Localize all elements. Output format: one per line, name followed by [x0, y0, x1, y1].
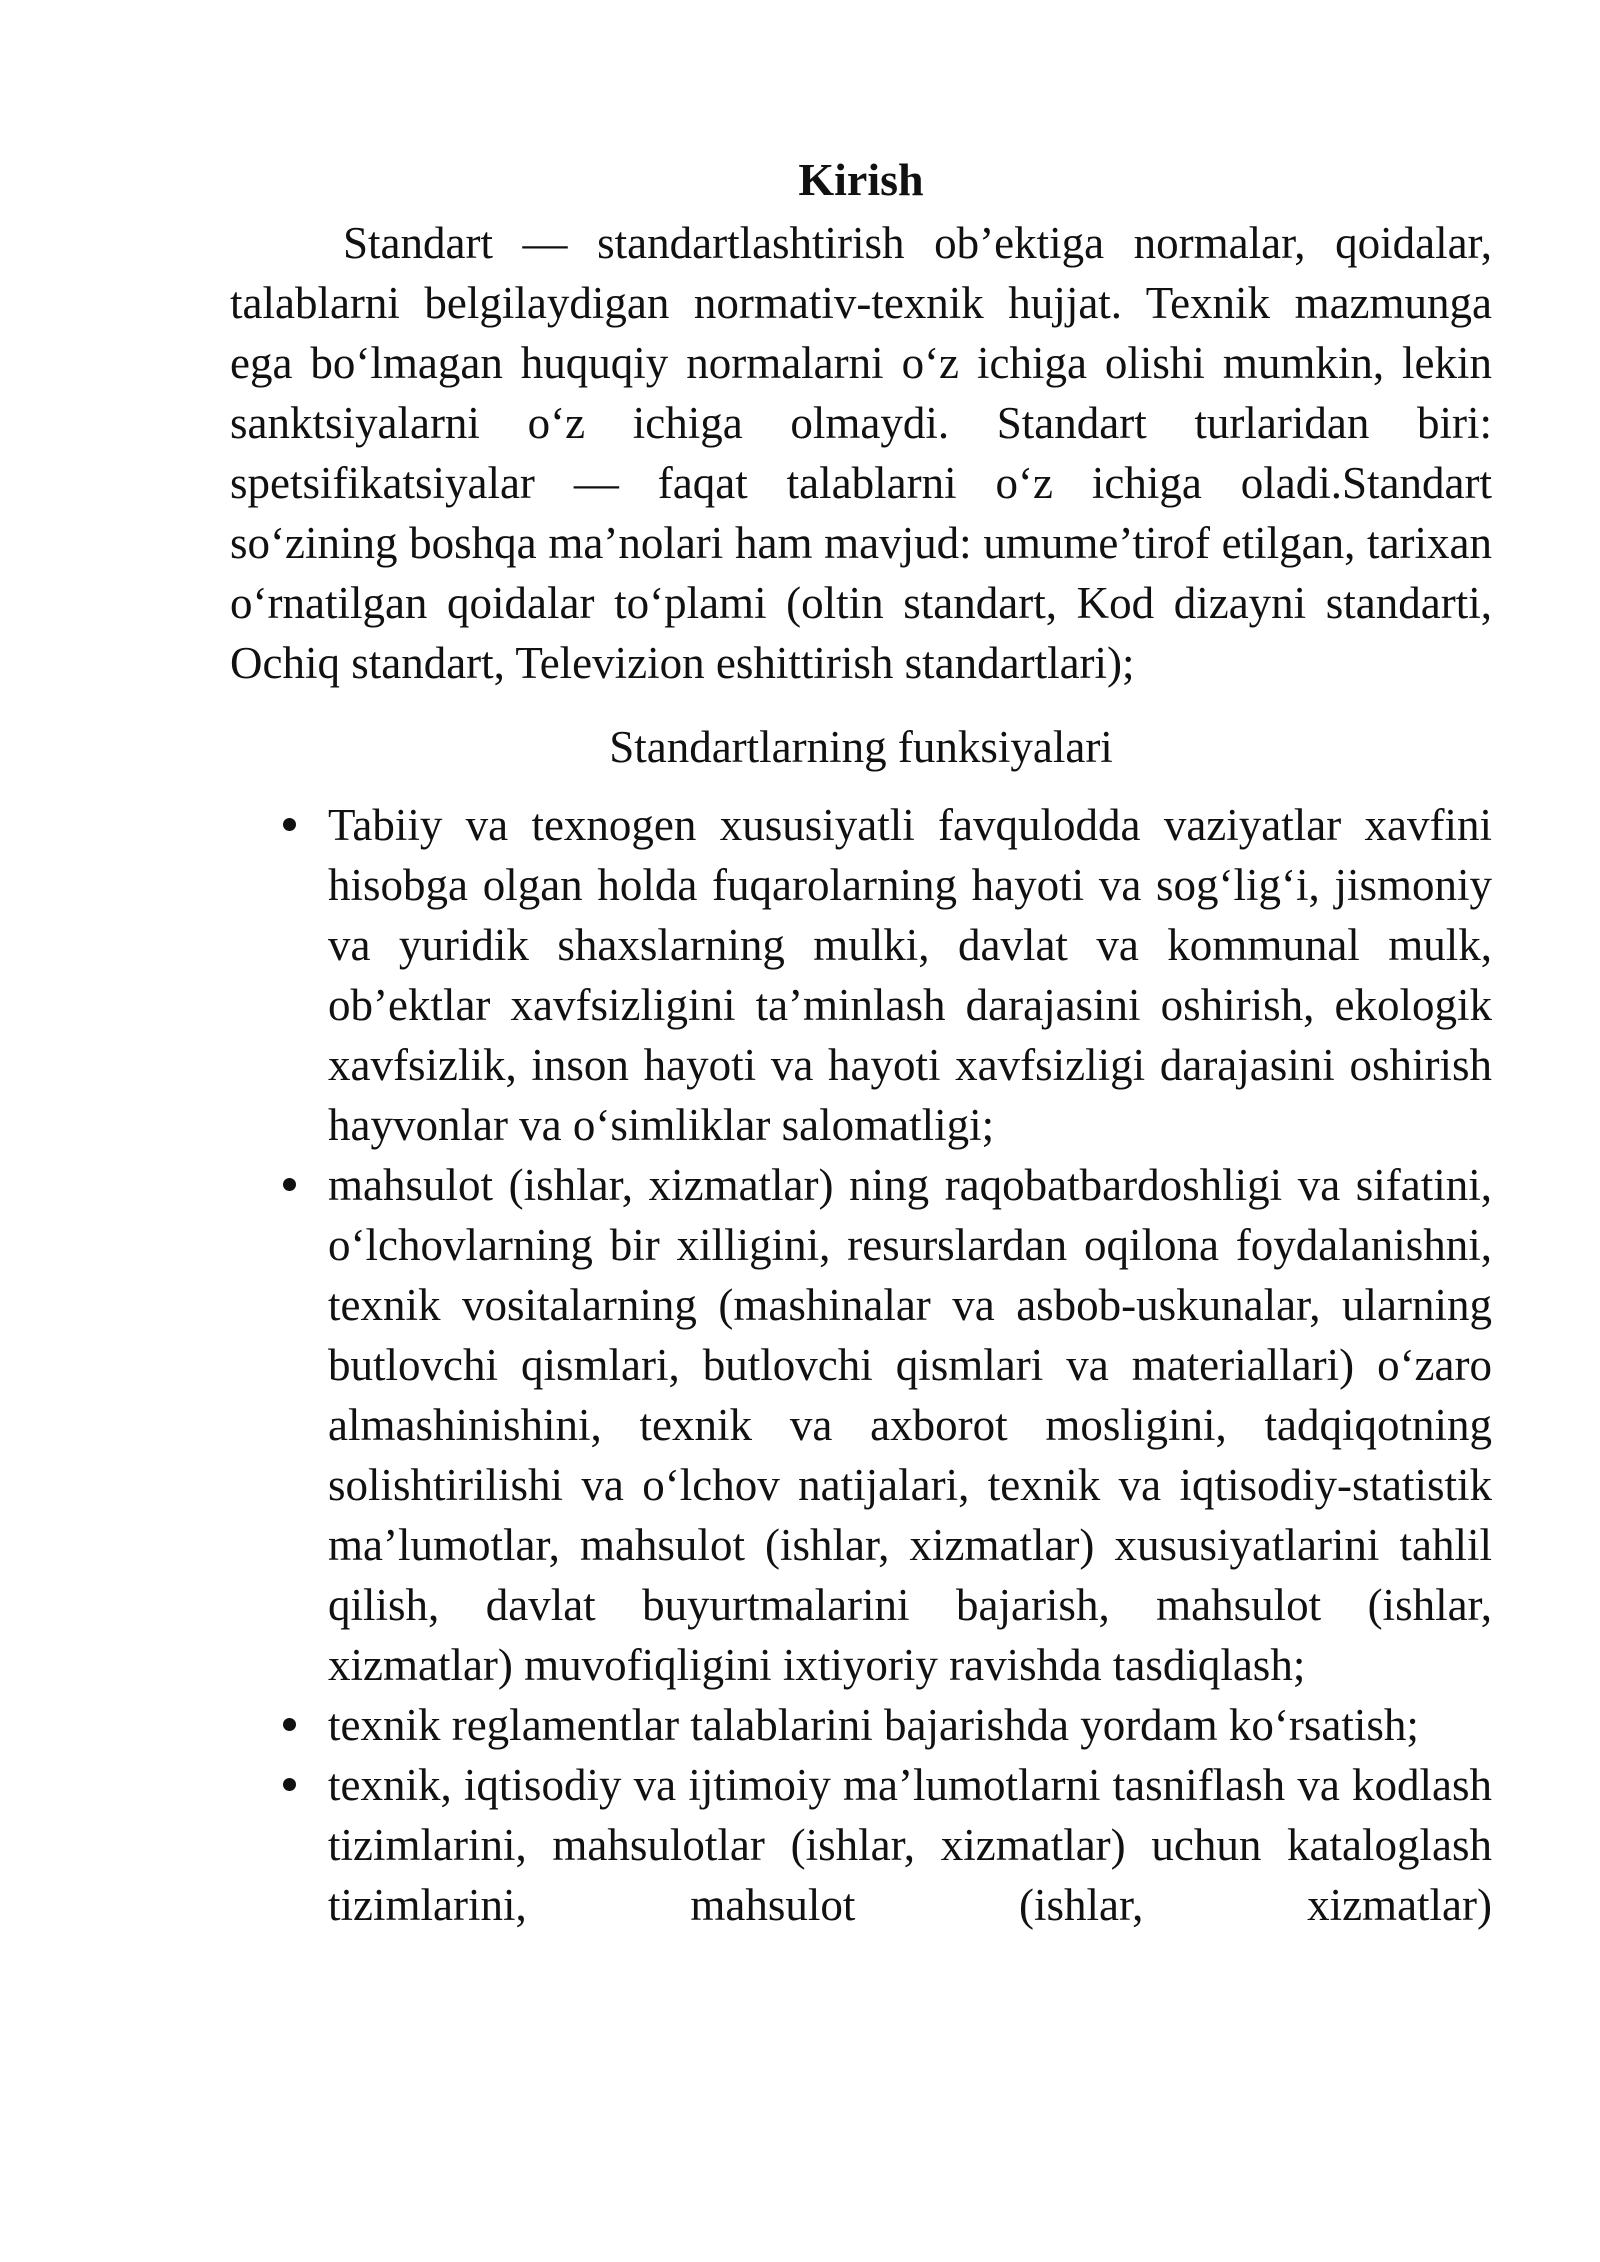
- bullet-dot-icon: [283, 1178, 296, 1191]
- bullet-dot-icon: [283, 1718, 296, 1731]
- list-item: [230, 1755, 1492, 1935]
- list-item-text: texnik reglamentlar talablarini bajarishda yordam ko‘rsatish;: [328, 1700, 1419, 1750]
- bullet-dot-icon: [283, 1778, 296, 1791]
- intro-paragraph: Standart — standartlashtirish ob’ektiga normalar, qoidalar, talablarni belgilaydigan normativ-texnik hujjat. Texnik mazmunga ega bo‘lmagan huquqiy normalarni o‘z ichiga olishi mumkin, lekin sanktsiyalarni o‘z ichiga olmaydi. Standart turlaridan biri: spetsifikatsiyalar — faqat talablarni o‘z ichiga oladi.Standart so‘zining boshqa ma’nolari ham mavjud: umume’tirof etilgan, tarixan o‘rnatilgan qoidalar to‘plami (oltin standart, Kod dizayni standarti, Ochiq standart, Televizion eshittirish standartlari);: [230, 218, 1492, 688]
- list-item-text: Tabiiy va texnogen xususiyatli favqulodda vaziyatlar xavfini hisobga olgan holda fuqarolarning hayoti va sog‘lig‘i, jismoniy va yuridik shaxslarning mulki, davlat va kommunal mulk, ob’ektlar xavfsizligini ta’minlash darajasini oshirish, ekologik xavfsizlik, inson hayoti va hayoti xavfsizligi darajasini oshirish hayvonlar va o‘simliklar salomatligi;: [328, 800, 1492, 1150]
- page-title: Kirish: [798, 154, 924, 205]
- document-page: [230, 150, 1492, 1935]
- list-item: [230, 795, 1492, 1155]
- list-item: [230, 1155, 1492, 1695]
- bullet-dot-icon: [283, 818, 296, 831]
- list-item-text: mahsulot (ishlar, xizmatlar) ning raqobatbardoshligi va sifatini, o‘lchovlarning bir xilligini, resurslardan oqilona foydalanishni, texnik vositalarning (mashinalar va asbob-uskunalar, ularning butlovchi qismlari, butlovchi qismlari va materiallari) o‘zaro almashinishini, texnik va axborot mosligini, tadqiqotning solishtirilishi va o‘lchov natijalari, texnik va iqtisodiy-statistik ma’lumotlar, mahsulot (ishlar, xizmatlar) xususiyatlarini tahlil qilish, davlat buyurtmalarini bajarish, mahsulot (ishlar, xizmatlar) muvofiqligini ixtiyoriy ravishda tasdiqlash;: [328, 1160, 1492, 1690]
- bullet-list: [230, 795, 1492, 1935]
- section-heading: Standartlarning funksiyalari: [609, 722, 1113, 772]
- list-item-text: texnik, iqtisodiy va ijtimoiy ma’lumotlarni tasniflash va kodlash tizimlarini, mahsulotlar (ishlar, xizmatlar) uchun kataloglash tizimlarini, mahsulot (ishlar, xizmatlar): [328, 1760, 1492, 1930]
- list-item: [230, 1695, 1492, 1755]
